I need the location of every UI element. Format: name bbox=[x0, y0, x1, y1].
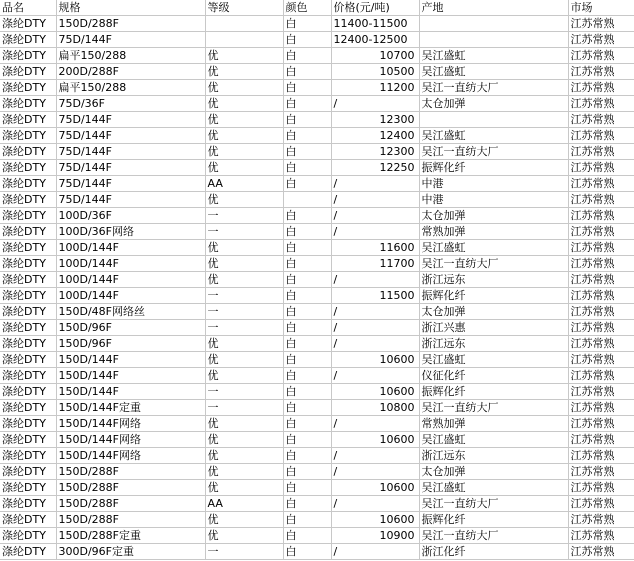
cell-spec: 75D/144F bbox=[56, 144, 205, 160]
cell-product: 涤纶DTY bbox=[0, 256, 56, 272]
cell-color: 白 bbox=[283, 416, 331, 432]
cell-origin: 吴江盛虹 bbox=[419, 64, 568, 80]
cell-origin: 浙江化纤 bbox=[419, 544, 568, 560]
cell-color: 白 bbox=[283, 64, 331, 80]
table-row bbox=[0, 240, 634, 256]
cell-spec: 150D/288F bbox=[56, 480, 205, 496]
cell-spec: 150D/144F bbox=[56, 352, 205, 368]
cell-product: 涤纶DTY bbox=[0, 448, 56, 464]
cell-product: 涤纶DTY bbox=[0, 224, 56, 240]
cell-origin: 吴江盛虹 bbox=[419, 48, 568, 64]
table-row bbox=[0, 480, 634, 496]
cell-origin: 浙江远东 bbox=[419, 272, 568, 288]
table-row bbox=[0, 352, 634, 368]
header-row bbox=[0, 0, 634, 16]
cell-grade bbox=[205, 16, 283, 32]
cell-price: 10700 bbox=[331, 48, 419, 64]
cell-market: 江苏常熟 bbox=[568, 256, 634, 272]
cell-origin: 仪征化纤 bbox=[419, 368, 568, 384]
cell-price: 10600 bbox=[331, 352, 419, 368]
cell-grade: 优 bbox=[205, 256, 283, 272]
cell-grade: 优 bbox=[205, 240, 283, 256]
cell-price: 10600 bbox=[331, 384, 419, 400]
cell-origin: 常熟加弹 bbox=[419, 416, 568, 432]
cell-grade: 优 bbox=[205, 192, 283, 208]
cell-spec: 100D/36F网络 bbox=[56, 224, 205, 240]
cell-grade: AA bbox=[205, 176, 283, 192]
cell-color: 白 bbox=[283, 128, 331, 144]
cell-spec: 100D/144F bbox=[56, 240, 205, 256]
cell-spec: 75D/36F bbox=[56, 96, 205, 112]
cell-product: 涤纶DTY bbox=[0, 240, 56, 256]
cell-market: 江苏常熟 bbox=[568, 240, 634, 256]
table-row bbox=[0, 80, 634, 96]
cell-grade: 一 bbox=[205, 304, 283, 320]
cell-market: 江苏常熟 bbox=[568, 400, 634, 416]
cell-spec: 150D/144F bbox=[56, 368, 205, 384]
cell-market: 江苏常熟 bbox=[568, 528, 634, 544]
table-row bbox=[0, 400, 634, 416]
cell-origin: 振辉化纤 bbox=[419, 288, 568, 304]
table-row bbox=[0, 144, 634, 160]
header-origin: 产地 bbox=[419, 0, 568, 16]
cell-color: 白 bbox=[283, 80, 331, 96]
cell-price: / bbox=[331, 176, 419, 192]
cell-color bbox=[283, 192, 331, 208]
cell-product: 涤纶DTY bbox=[0, 112, 56, 128]
cell-origin: 浙江兴惠 bbox=[419, 320, 568, 336]
table-row bbox=[0, 208, 634, 224]
cell-color: 白 bbox=[283, 208, 331, 224]
cell-product: 涤纶DTY bbox=[0, 368, 56, 384]
cell-market: 江苏常熟 bbox=[568, 320, 634, 336]
table-row bbox=[0, 416, 634, 432]
cell-origin: 吴江盛虹 bbox=[419, 480, 568, 496]
cell-spec: 150D/288F定重 bbox=[56, 528, 205, 544]
cell-product: 涤纶DTY bbox=[0, 480, 56, 496]
table-row bbox=[0, 528, 634, 544]
table-row bbox=[0, 320, 634, 336]
cell-grade: 优 bbox=[205, 528, 283, 544]
cell-product: 涤纶DTY bbox=[0, 48, 56, 64]
cell-color: 白 bbox=[283, 144, 331, 160]
table-row bbox=[0, 304, 634, 320]
cell-market: 江苏常熟 bbox=[568, 480, 634, 496]
cell-price: / bbox=[331, 464, 419, 480]
cell-product: 涤纶DTY bbox=[0, 192, 56, 208]
cell-product: 涤纶DTY bbox=[0, 80, 56, 96]
cell-price: 10500 bbox=[331, 64, 419, 80]
table-row bbox=[0, 272, 634, 288]
cell-product: 涤纶DTY bbox=[0, 496, 56, 512]
cell-spec: 75D/144F bbox=[56, 32, 205, 48]
cell-market: 江苏常熟 bbox=[568, 416, 634, 432]
cell-origin bbox=[419, 16, 568, 32]
cell-color: 白 bbox=[283, 32, 331, 48]
cell-market: 江苏常熟 bbox=[568, 160, 634, 176]
cell-market: 江苏常熟 bbox=[568, 336, 634, 352]
cell-grade: 优 bbox=[205, 112, 283, 128]
cell-spec: 75D/144F bbox=[56, 176, 205, 192]
cell-grade: 一 bbox=[205, 320, 283, 336]
cell-spec: 150D/288F bbox=[56, 496, 205, 512]
cell-grade: 一 bbox=[205, 208, 283, 224]
cell-market: 江苏常熟 bbox=[568, 352, 634, 368]
cell-color: 白 bbox=[283, 112, 331, 128]
cell-color: 白 bbox=[283, 48, 331, 64]
cell-product: 涤纶DTY bbox=[0, 384, 56, 400]
cell-origin: 吴江盛虹 bbox=[419, 128, 568, 144]
cell-market: 江苏常熟 bbox=[568, 144, 634, 160]
cell-price: / bbox=[331, 96, 419, 112]
cell-origin: 振辉化纤 bbox=[419, 512, 568, 528]
cell-market: 江苏常熟 bbox=[568, 32, 634, 48]
cell-color: 白 bbox=[283, 96, 331, 112]
cell-grade bbox=[205, 32, 283, 48]
cell-grade: 一 bbox=[205, 400, 283, 416]
cell-color: 白 bbox=[283, 464, 331, 480]
cell-origin: 吴江一直纺大厂 bbox=[419, 256, 568, 272]
cell-market: 江苏常熟 bbox=[568, 288, 634, 304]
cell-grade: 一 bbox=[205, 288, 283, 304]
cell-product: 涤纶DTY bbox=[0, 416, 56, 432]
table-row bbox=[0, 448, 634, 464]
cell-product: 涤纶DTY bbox=[0, 304, 56, 320]
cell-market: 江苏常熟 bbox=[568, 432, 634, 448]
cell-color: 白 bbox=[283, 304, 331, 320]
cell-grade: 优 bbox=[205, 512, 283, 528]
table-row bbox=[0, 96, 634, 112]
cell-price: 12250 bbox=[331, 160, 419, 176]
cell-price: / bbox=[331, 224, 419, 240]
cell-color: 白 bbox=[283, 352, 331, 368]
table-row bbox=[0, 112, 634, 128]
cell-market: 江苏常熟 bbox=[568, 512, 634, 528]
cell-color: 白 bbox=[283, 512, 331, 528]
cell-price: 10900 bbox=[331, 528, 419, 544]
cell-price: 10600 bbox=[331, 512, 419, 528]
cell-color: 白 bbox=[283, 272, 331, 288]
cell-spec: 75D/144F bbox=[56, 128, 205, 144]
cell-market: 江苏常熟 bbox=[568, 224, 634, 240]
cell-price: 12400 bbox=[331, 128, 419, 144]
cell-price: 11500 bbox=[331, 288, 419, 304]
cell-spec: 150D/144F bbox=[56, 384, 205, 400]
cell-market: 江苏常熟 bbox=[568, 448, 634, 464]
cell-price: 11400-11500 bbox=[331, 16, 419, 32]
header-product: 品名 bbox=[0, 0, 56, 16]
cell-market: 江苏常熟 bbox=[568, 384, 634, 400]
cell-spec: 300D/96F定重 bbox=[56, 544, 205, 560]
cell-origin: 吴江一直纺大厂 bbox=[419, 80, 568, 96]
table-row bbox=[0, 432, 634, 448]
cell-price: / bbox=[331, 192, 419, 208]
cell-product: 涤纶DTY bbox=[0, 320, 56, 336]
cell-market: 江苏常熟 bbox=[568, 96, 634, 112]
cell-price: / bbox=[331, 336, 419, 352]
cell-grade: 优 bbox=[205, 160, 283, 176]
table-body bbox=[0, 16, 634, 560]
cell-origin: 吴江盛虹 bbox=[419, 432, 568, 448]
cell-market: 江苏常熟 bbox=[568, 80, 634, 96]
cell-market: 江苏常熟 bbox=[568, 544, 634, 560]
table-row bbox=[0, 544, 634, 560]
cell-spec: 150D/144F网络 bbox=[56, 432, 205, 448]
cell-product: 涤纶DTY bbox=[0, 64, 56, 80]
cell-grade: AA bbox=[205, 496, 283, 512]
cell-spec: 100D/144F bbox=[56, 272, 205, 288]
cell-product: 涤纶DTY bbox=[0, 528, 56, 544]
cell-spec: 150D/144F网络 bbox=[56, 416, 205, 432]
cell-origin: 吴江一直纺大厂 bbox=[419, 144, 568, 160]
cell-color: 白 bbox=[283, 288, 331, 304]
cell-grade: 一 bbox=[205, 224, 283, 240]
cell-product: 涤纶DTY bbox=[0, 336, 56, 352]
cell-spec: 75D/144F bbox=[56, 112, 205, 128]
cell-origin: 太仓加弹 bbox=[419, 96, 568, 112]
table-row bbox=[0, 464, 634, 480]
cell-color: 白 bbox=[283, 432, 331, 448]
cell-product: 涤纶DTY bbox=[0, 288, 56, 304]
cell-product: 涤纶DTY bbox=[0, 352, 56, 368]
cell-price: / bbox=[331, 416, 419, 432]
cell-price: / bbox=[331, 320, 419, 336]
table-row bbox=[0, 368, 634, 384]
table-row bbox=[0, 128, 634, 144]
cell-color: 白 bbox=[283, 336, 331, 352]
table-row bbox=[0, 192, 634, 208]
cell-origin: 浙江远东 bbox=[419, 448, 568, 464]
cell-grade: 优 bbox=[205, 336, 283, 352]
table-row bbox=[0, 496, 634, 512]
cell-price: 10800 bbox=[331, 400, 419, 416]
cell-product: 涤纶DTY bbox=[0, 160, 56, 176]
cell-product: 涤纶DTY bbox=[0, 144, 56, 160]
cell-color: 白 bbox=[283, 368, 331, 384]
cell-product: 涤纶DTY bbox=[0, 208, 56, 224]
cell-product: 涤纶DTY bbox=[0, 400, 56, 416]
cell-grade: 优 bbox=[205, 416, 283, 432]
cell-spec: 150D/144F定重 bbox=[56, 400, 205, 416]
cell-market: 江苏常熟 bbox=[568, 16, 634, 32]
cell-product: 涤纶DTY bbox=[0, 32, 56, 48]
cell-price: / bbox=[331, 496, 419, 512]
cell-origin: 吴江盛虹 bbox=[419, 240, 568, 256]
cell-origin: 吴江一直纺大厂 bbox=[419, 400, 568, 416]
table-row bbox=[0, 384, 634, 400]
cell-color: 白 bbox=[283, 16, 331, 32]
cell-origin: 振辉化纤 bbox=[419, 160, 568, 176]
cell-color: 白 bbox=[283, 400, 331, 416]
table-row bbox=[0, 48, 634, 64]
table-row bbox=[0, 160, 634, 176]
cell-market: 江苏常熟 bbox=[568, 112, 634, 128]
header-color: 颜色 bbox=[283, 0, 331, 16]
cell-spec: 75D/144F bbox=[56, 160, 205, 176]
cell-spec: 100D/144F bbox=[56, 256, 205, 272]
cell-spec: 扁平150/288 bbox=[56, 48, 205, 64]
table-row bbox=[0, 32, 634, 48]
cell-spec: 150D/48F网络丝 bbox=[56, 304, 205, 320]
cell-spec: 150D/288F bbox=[56, 16, 205, 32]
cell-origin: 中港 bbox=[419, 176, 568, 192]
cell-color: 白 bbox=[283, 256, 331, 272]
cell-grade: 优 bbox=[205, 128, 283, 144]
cell-origin: 吴江盛虹 bbox=[419, 352, 568, 368]
cell-product: 涤纶DTY bbox=[0, 272, 56, 288]
cell-grade: 优 bbox=[205, 144, 283, 160]
cell-market: 江苏常熟 bbox=[568, 192, 634, 208]
cell-price: 11700 bbox=[331, 256, 419, 272]
cell-color: 白 bbox=[283, 544, 331, 560]
cell-market: 江苏常熟 bbox=[568, 272, 634, 288]
cell-market: 江苏常熟 bbox=[568, 368, 634, 384]
cell-origin: 振辉化纤 bbox=[419, 384, 568, 400]
cell-price: 12300 bbox=[331, 144, 419, 160]
cell-spec: 100D/144F bbox=[56, 288, 205, 304]
cell-origin: 常熟加弹 bbox=[419, 224, 568, 240]
cell-price: 11600 bbox=[331, 240, 419, 256]
table-row bbox=[0, 336, 634, 352]
cell-product: 涤纶DTY bbox=[0, 432, 56, 448]
header-spec: 规格 bbox=[56, 0, 205, 16]
cell-price: 10600 bbox=[331, 432, 419, 448]
table-row bbox=[0, 64, 634, 80]
cell-price: / bbox=[331, 304, 419, 320]
cell-origin: 浙江远东 bbox=[419, 336, 568, 352]
cell-market: 江苏常熟 bbox=[568, 496, 634, 512]
cell-color: 白 bbox=[283, 528, 331, 544]
header-price: 价格(元/吨) bbox=[331, 0, 419, 16]
cell-market: 江苏常熟 bbox=[568, 48, 634, 64]
cell-grade: 一 bbox=[205, 384, 283, 400]
cell-market: 江苏常熟 bbox=[568, 208, 634, 224]
cell-grade: 一 bbox=[205, 544, 283, 560]
cell-product: 涤纶DTY bbox=[0, 464, 56, 480]
cell-origin: 中港 bbox=[419, 192, 568, 208]
cell-origin: 太仓加弹 bbox=[419, 304, 568, 320]
cell-color: 白 bbox=[283, 384, 331, 400]
table-row bbox=[0, 224, 634, 240]
cell-spec: 200D/288F bbox=[56, 64, 205, 80]
cell-grade: 优 bbox=[205, 480, 283, 496]
cell-origin bbox=[419, 32, 568, 48]
cell-color: 白 bbox=[283, 160, 331, 176]
cell-color: 白 bbox=[283, 176, 331, 192]
cell-color: 白 bbox=[283, 448, 331, 464]
cell-price: 12300 bbox=[331, 112, 419, 128]
cell-price: / bbox=[331, 272, 419, 288]
cell-market: 江苏常熟 bbox=[568, 304, 634, 320]
cell-color: 白 bbox=[283, 320, 331, 336]
cell-grade: 优 bbox=[205, 96, 283, 112]
cell-grade: 优 bbox=[205, 272, 283, 288]
cell-product: 涤纶DTY bbox=[0, 512, 56, 528]
cell-price: / bbox=[331, 448, 419, 464]
cell-grade: 优 bbox=[205, 352, 283, 368]
cell-spec: 100D/36F bbox=[56, 208, 205, 224]
table-row bbox=[0, 256, 634, 272]
cell-color: 白 bbox=[283, 480, 331, 496]
cell-price: / bbox=[331, 368, 419, 384]
cell-origin: 太仓加弹 bbox=[419, 464, 568, 480]
table-row bbox=[0, 176, 634, 192]
cell-grade: 优 bbox=[205, 64, 283, 80]
cell-grade: 优 bbox=[205, 464, 283, 480]
cell-color: 白 bbox=[283, 496, 331, 512]
cell-origin: 吴江一直纺大厂 bbox=[419, 496, 568, 512]
header-market: 市场 bbox=[568, 0, 634, 16]
cell-spec: 150D/288F bbox=[56, 464, 205, 480]
cell-price: 10600 bbox=[331, 480, 419, 496]
cell-spec: 150D/96F bbox=[56, 320, 205, 336]
cell-price: / bbox=[331, 544, 419, 560]
cell-grade: 优 bbox=[205, 432, 283, 448]
cell-price: 11200 bbox=[331, 80, 419, 96]
cell-market: 江苏常熟 bbox=[568, 464, 634, 480]
cell-product: 涤纶DTY bbox=[0, 96, 56, 112]
cell-price: 12400-12500 bbox=[331, 32, 419, 48]
cell-product: 涤纶DTY bbox=[0, 16, 56, 32]
cell-grade: 优 bbox=[205, 448, 283, 464]
header-grade: 等级 bbox=[205, 0, 283, 16]
cell-origin: 吴江一直纺大厂 bbox=[419, 528, 568, 544]
cell-color: 白 bbox=[283, 224, 331, 240]
cell-grade: 优 bbox=[205, 80, 283, 96]
cell-grade: 优 bbox=[205, 48, 283, 64]
cell-color: 白 bbox=[283, 240, 331, 256]
table-row bbox=[0, 288, 634, 304]
cell-product: 涤纶DTY bbox=[0, 128, 56, 144]
table-row bbox=[0, 16, 634, 32]
table-row bbox=[0, 512, 634, 528]
cell-spec: 150D/288F bbox=[56, 512, 205, 528]
cell-price: / bbox=[331, 208, 419, 224]
cell-spec: 150D/144F网络 bbox=[56, 448, 205, 464]
cell-spec: 75D/144F bbox=[56, 192, 205, 208]
cell-origin: 太仓加弹 bbox=[419, 208, 568, 224]
cell-spec: 150D/96F bbox=[56, 336, 205, 352]
cell-product: 涤纶DTY bbox=[0, 544, 56, 560]
cell-market: 江苏常熟 bbox=[568, 128, 634, 144]
cell-spec: 扁平150/288 bbox=[56, 80, 205, 96]
cell-origin bbox=[419, 112, 568, 128]
cell-grade: 优 bbox=[205, 368, 283, 384]
cell-market: 江苏常熟 bbox=[568, 64, 634, 80]
cell-product: 涤纶DTY bbox=[0, 176, 56, 192]
cell-market: 江苏常熟 bbox=[568, 176, 634, 192]
